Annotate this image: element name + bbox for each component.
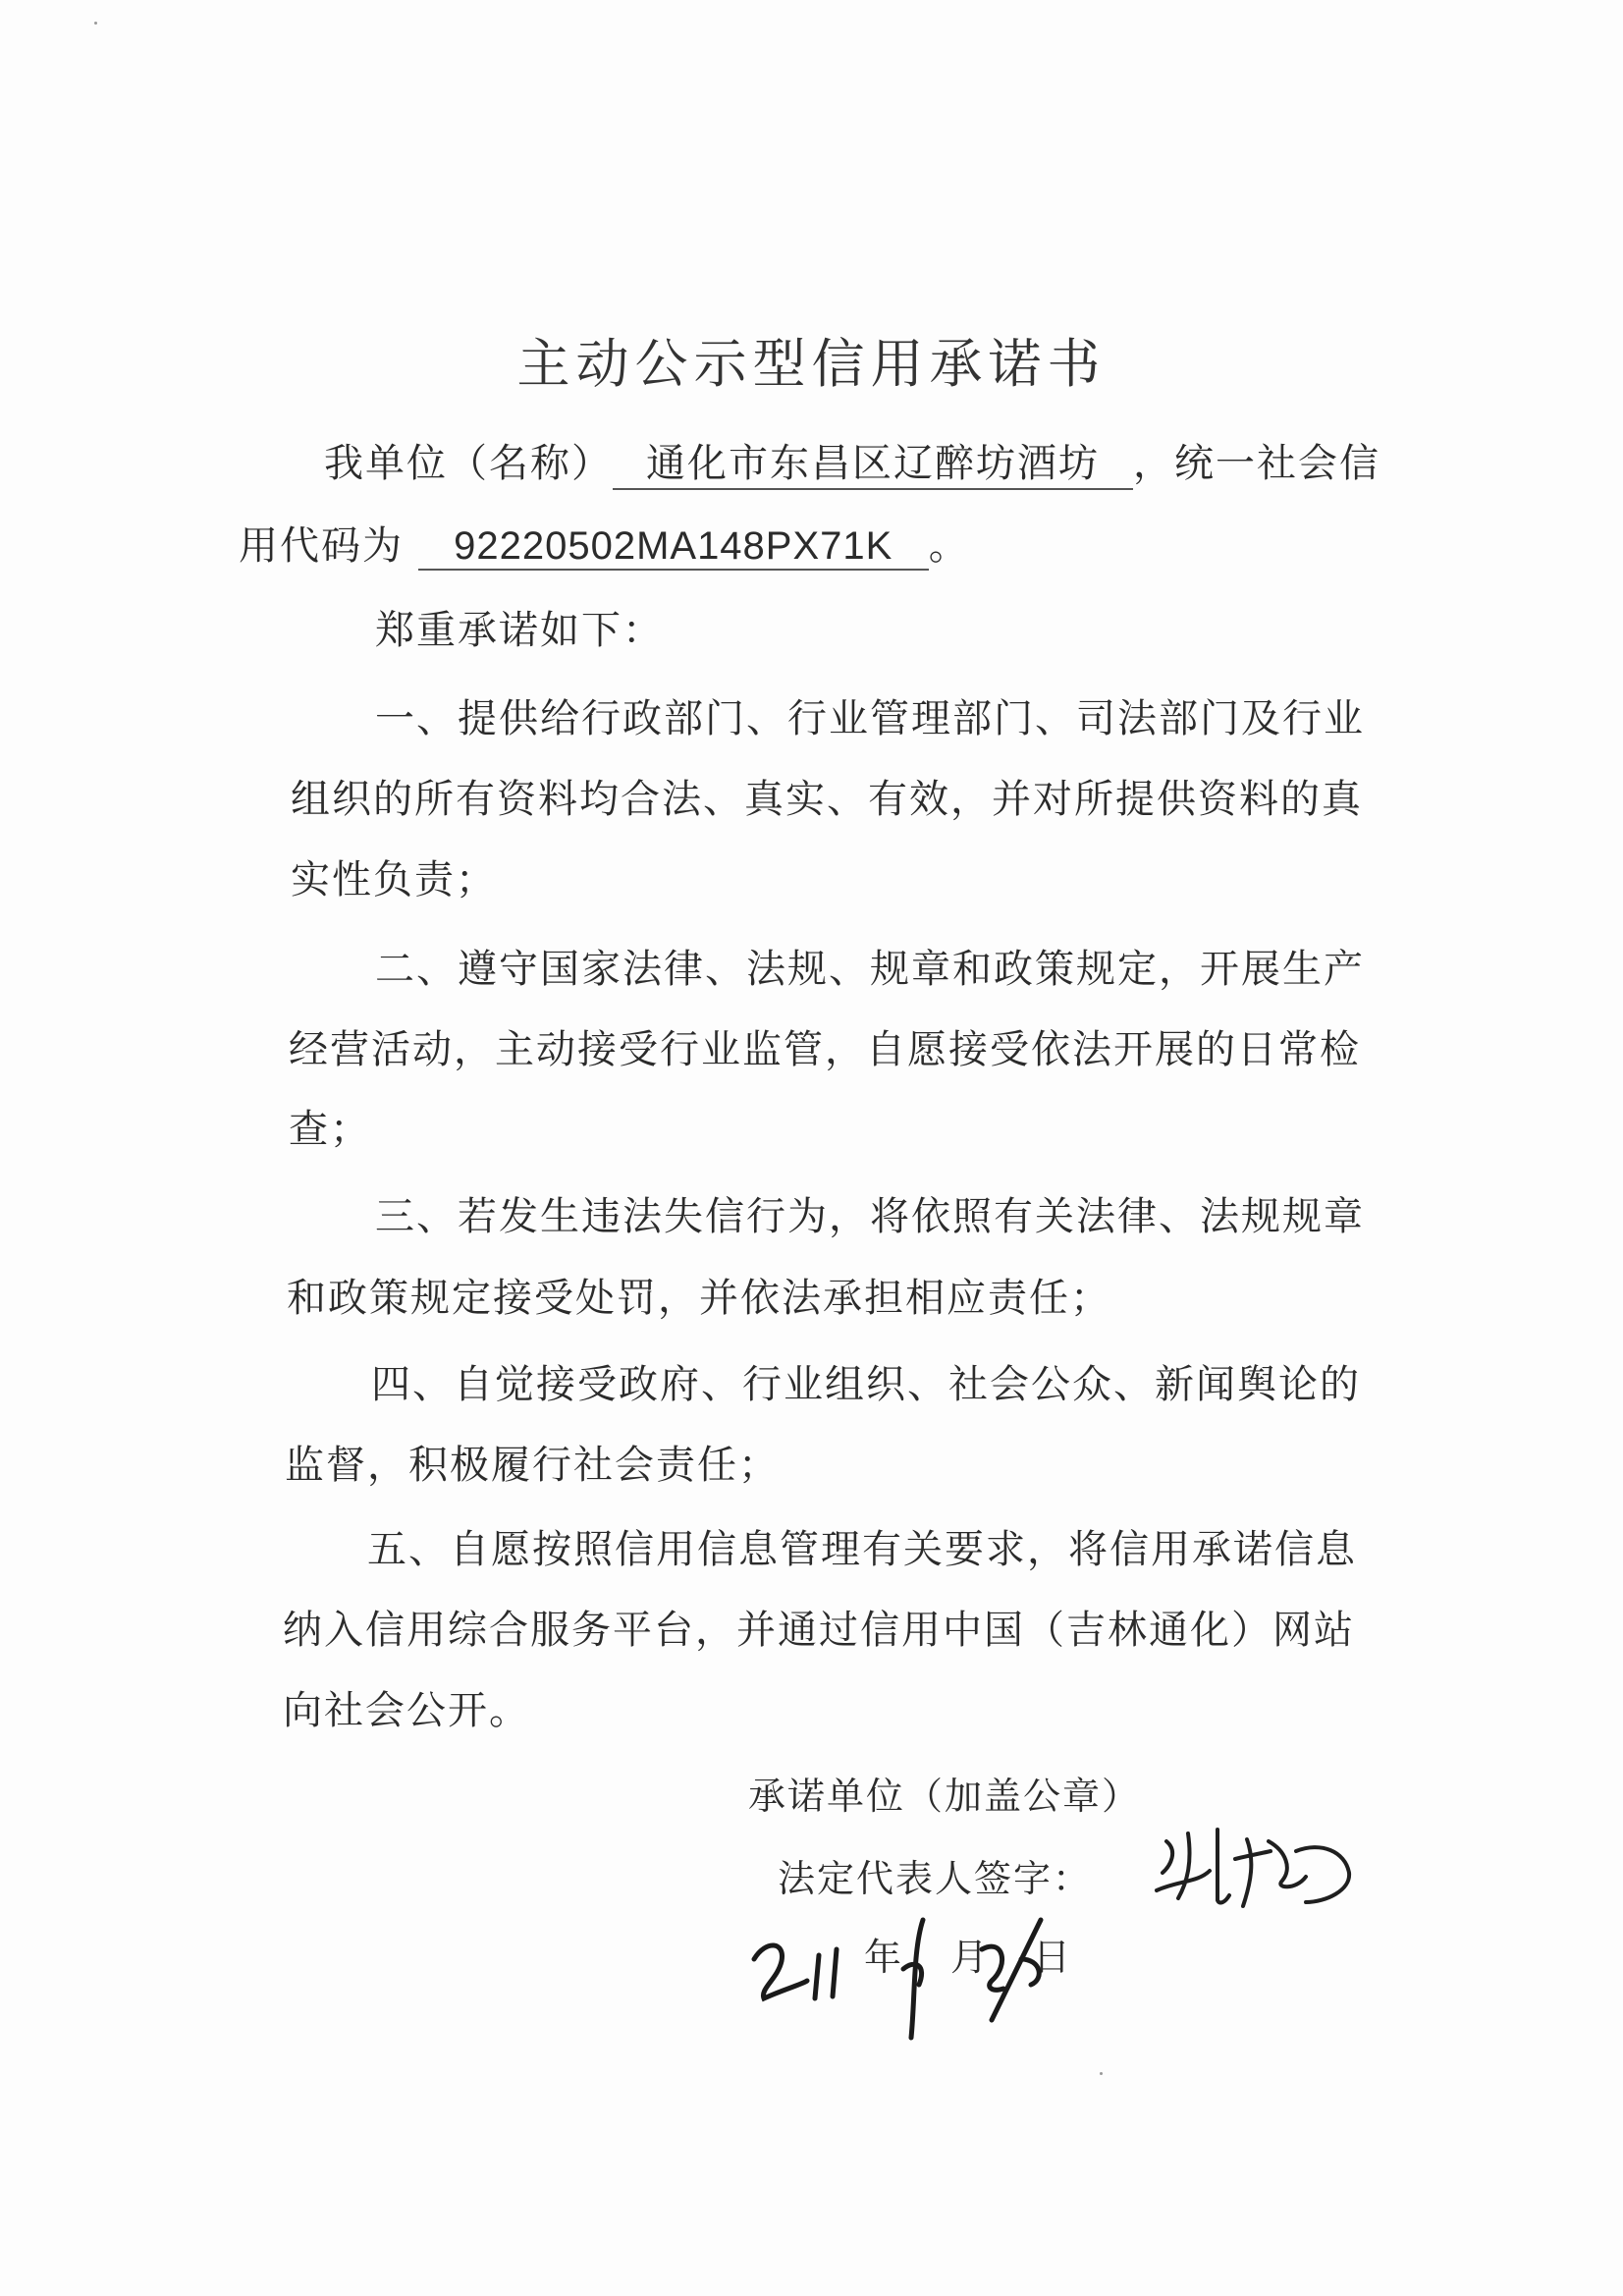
intro-line-2 [239,515,970,571]
intro-line-1 [324,432,1380,490]
credit-code-field: 92220502MA148PX71K [418,524,929,571]
intro-prefix: 我单位（名称） [324,441,613,486]
item-2-line-1: 二、遵守国家法律、法规、规章和政策规定，开展生产 [375,947,1365,992]
date-year-label: 年 [864,1936,904,1979]
item-2-line-2: 经营活动，主动接受行业监管，自愿接受依法开展的日常检 [289,1027,1361,1072]
item-4-line-2: 监督，积极履行社会责任； [285,1443,780,1488]
item-5-line-2: 纳入信用综合服务平台，并通过信用中国（吉林通化）网站 [283,1608,1355,1653]
item-4-line-1: 四、自觉接受政府、行业组织、社会公众、新闻舆论的 [371,1362,1361,1407]
date-month-label: 月 [950,1936,991,1979]
date-day-label: 日 [1033,1936,1073,1979]
handwritten-signature [1149,1812,1365,1920]
item-1-line-2: 组织的所有资料均合法、真实、有效，并对所提供资料的真 [291,777,1363,822]
code-prefix: 用代码为 [239,523,404,569]
intro-suffix: ，统一社会信 [1133,441,1380,486]
item-5-line-1: 五、自愿按照信用信息管理有关要求，将信用承诺信息 [367,1527,1357,1572]
unit-name-field: 通化市东昌区辽醉坊酒坊 [613,432,1133,490]
item-5-line-3: 向社会公开。 [283,1688,530,1733]
rep-sign-label: 法定代表人签字： [778,1857,1093,1900]
scan-speck [94,22,97,25]
item-3-line-2: 和政策规定接受处罚，并依法承担相应责任； [287,1276,1111,1321]
scan-speck [1100,2072,1103,2075]
item-1-line-1: 一、提供给行政部门、行业管理部门、司法部门及行业 [375,696,1365,741]
item-2-line-3: 查； [289,1107,371,1152]
item-3-line-1: 三、若发生违法失信行为，将依照有关法律、法规规章 [375,1194,1365,1239]
lead-text: 郑重承诺如下： [375,608,664,653]
item-1-line-3: 实性负责； [291,857,497,902]
unit-seal-label: 承诺单位（加盖公章） [748,1775,1142,1818]
handwritten-date [746,1890,1073,2048]
document-title: 主动公示型信用承诺书 [516,333,1107,395]
code-suffix: 。 [928,523,970,569]
